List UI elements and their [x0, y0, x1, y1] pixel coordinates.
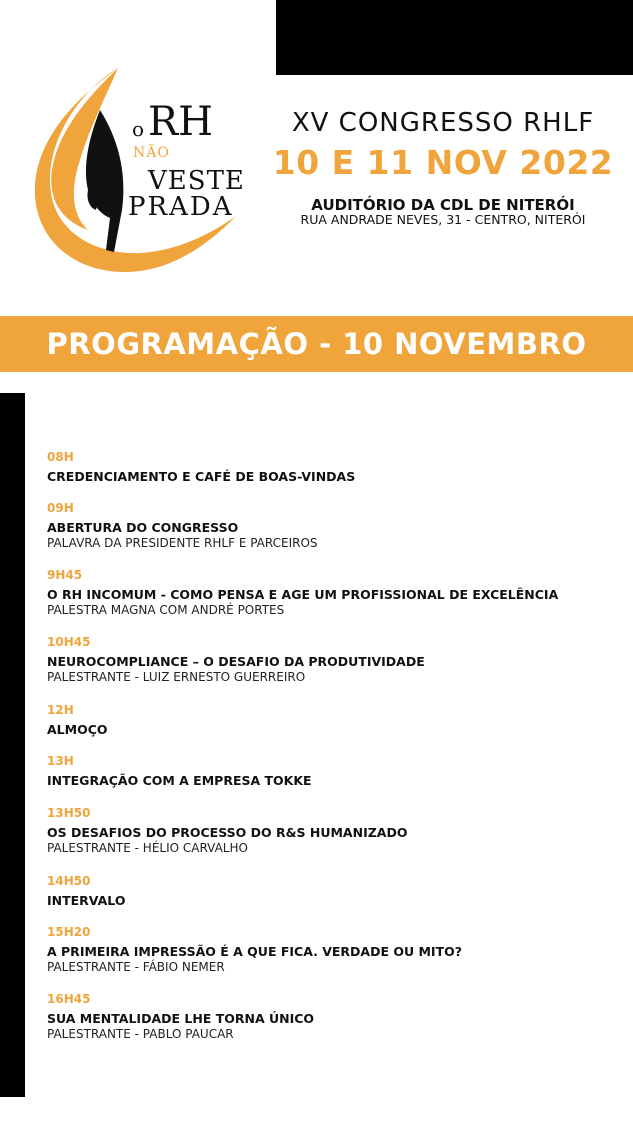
- schedule-item: [47, 925, 627, 975]
- schedule-item: [47, 992, 627, 1042]
- event-dates: 10 E 11 NOV 2022: [272, 143, 614, 182]
- schedule-time: 12H: [47, 703, 74, 717]
- schedule-item: [47, 703, 627, 738]
- schedule-title: CREDENCIAMENTO E CAFÉ DE BOAS-VINDAS: [47, 469, 356, 484]
- schedule-title: A PRIMEIRA IMPRESSÃO É A QUE FICA. VERDADE OU MITO?: [47, 944, 462, 959]
- logo-nao-text: NÃO: [133, 145, 170, 161]
- schedule-title: ALMOÇO: [47, 722, 108, 737]
- event-venue: AUDITÓRIO DA CDL DE NITERÓI: [311, 196, 575, 214]
- logo-veste-text: VESTE: [148, 166, 245, 196]
- schedule-title: INTEGRAÇÃO COM A EMPRESA TOKKE: [47, 773, 312, 788]
- schedule-item: [47, 568, 627, 618]
- program-title: PROGRAMAÇÃO - 10 NOVEMBRO: [46, 327, 587, 361]
- schedule-subtitle: PALAVRA DA PRESIDENTE RHLF E PARCEIROS: [47, 536, 318, 550]
- schedule-time: 08H: [47, 450, 74, 464]
- schedule-subtitle: PALESTRANTE - LUIZ ERNESTO GUERREIRO: [47, 670, 306, 684]
- schedule-item: [47, 501, 627, 551]
- schedule-subtitle: PALESTRANTE - HÉLIO CARVALHO: [47, 841, 248, 855]
- side-decorative-bar: [0, 393, 25, 1097]
- logo-rh-text: RH: [148, 99, 213, 145]
- rh-nao-veste-prada-logo: [30, 40, 245, 280]
- schedule-time: 10H45: [47, 635, 91, 649]
- schedule-item: [47, 450, 627, 485]
- schedule-time: 15H20: [47, 925, 91, 939]
- schedule-item: [47, 806, 627, 856]
- schedule-title: INTERVALO: [47, 893, 126, 908]
- schedule-subtitle: PALESTRA MAGNA COM ANDRÉ PORTES: [47, 603, 285, 617]
- schedule-title: ABERTURA DO CONGRESSO: [47, 520, 239, 535]
- schedule-item: [47, 754, 627, 789]
- schedule-time: 09H: [47, 501, 74, 515]
- schedule-subtitle: PALESTRANTE - PABLO PAUCAR: [47, 1027, 234, 1041]
- schedule-title: SUA MENTALIDADE LHE TORNA ÚNICO: [47, 1011, 315, 1026]
- schedule-time: 16H45: [47, 992, 91, 1006]
- schedule-title: O RH INCOMUM - COMO PENSA E AGE UM PROFISSIONAL DE EXCELÊNCIA: [47, 587, 559, 602]
- schedule-time: 13H50: [47, 806, 91, 820]
- schedule-time: 9H45: [47, 568, 83, 582]
- schedule-title: NEUROCOMPLIANCE – O DESAFIO DA PRODUTIVIDADE: [47, 654, 425, 669]
- schedule-item: [47, 874, 627, 909]
- top-decorative-bar: [276, 0, 633, 75]
- schedule-time: 13H: [47, 754, 74, 768]
- logo-prada-text: PRADA: [128, 192, 234, 222]
- schedule-subtitle: PALESTRANTE - FÁBIO NEMER: [47, 960, 225, 974]
- logo-o-text: o: [132, 117, 145, 141]
- schedule-title: OS DESAFIOS DO PROCESSO DO R&S HUMANIZADO: [47, 825, 408, 840]
- schedule-time: 14H50: [47, 874, 91, 888]
- program-banner: [0, 316, 633, 372]
- schedule-item: [47, 635, 627, 685]
- event-address: RUA ANDRADE NEVES, 31 - CENTRO, NITERÓI: [300, 212, 586, 227]
- event-name: XV CONGRESSO RHLF: [291, 108, 595, 138]
